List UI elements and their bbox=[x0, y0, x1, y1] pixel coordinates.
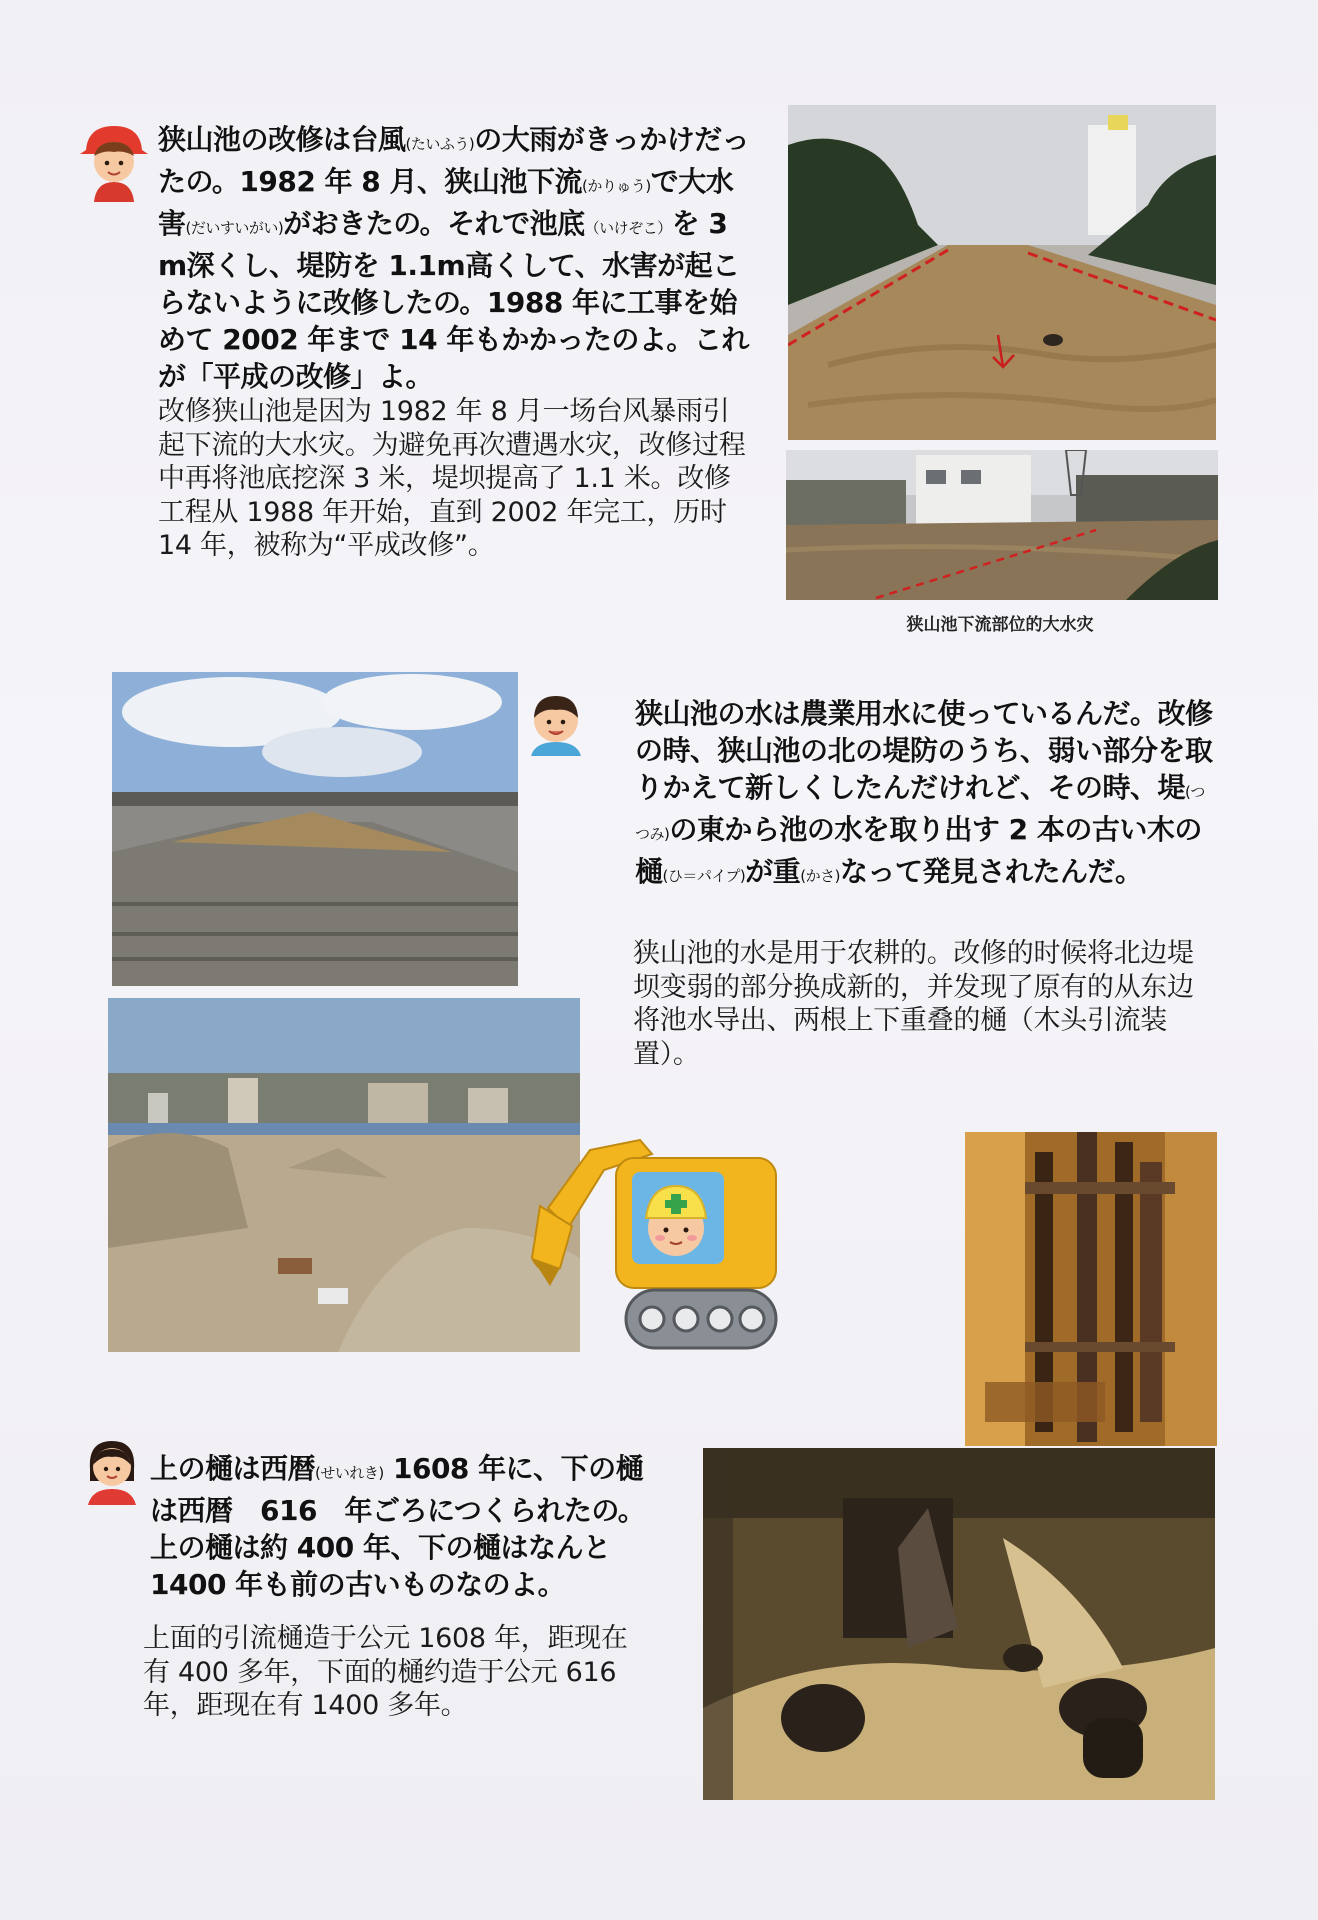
section3-japanese-text: 上の樋は西暦(せいれき) 1608 年に、下の樋は西暦 616 年ごろにつくられたの。上の樋は約 400 年、下の樋はなんと 1400 年も前の古いものなのよ。 bbox=[150, 1452, 646, 1601]
wooden-pipe-exhibit-photo bbox=[965, 1132, 1217, 1446]
flood-photo-river bbox=[788, 105, 1216, 440]
girl-avatar-icon bbox=[78, 120, 150, 202]
excavator-illustration-icon bbox=[520, 1128, 800, 1356]
construction-site-photo bbox=[108, 998, 580, 1352]
woman-avatar-icon bbox=[82, 1435, 142, 1505]
section2-japanese-text: 狭山池の水は農業用水に使っているんだ。改修の時、狭山池の北の堤防のうち、弱い部分を取りかえて新しくしたんだけれど、その時、堤(つつみ)の東から池の水を取り出す 2 本の古い木の樋(ひ＝パイプ)が重(かさ)なって発見されたんだ。 bbox=[635, 697, 1213, 888]
ancient-pipe-remains-photo bbox=[703, 1448, 1215, 1800]
section1-japanese-text: 狭山池の改修は台風(たいふう)の大雨がきっかけだったの。1982 年 8 月、狭山池下流(かりゅう)で大水害(だいすいがい)がおきたの。それで池底（いけぞこ）を 3 m深くし、堤防を 1.1m高くして、水害が起こらないように改修したの。1988 年に工事を始めて 2002 年まで 14 年もかかったのよ。これが「平成の改修」よ。 bbox=[158, 123, 750, 393]
section1-chinese-text: 改修狭山池是因为 1982 年 8 月一场台风暴雨引起下流的大水灾。为避免再次遭遇水灾，改修过程中再将池底挖深 3 米，堤坝提高了 1.1 米。改修工程从 1988 年开始，直到 2002 年完工，历时 14 年，被称为“平成改修”。 bbox=[158, 396, 746, 561]
section2-chinese-text: 狭山池的水是用于农耕的。改修的时候将北边堤坝变弱的部分换成新的，并发现了原有的从东边将池水导出、两根上下重叠的樋（木头引流装置）。 bbox=[633, 938, 1194, 1070]
boy-avatar-icon bbox=[525, 690, 587, 756]
section3-chinese-text: 上面的引流樋造于公元 1608 年，距现在有 400 多年，下面的樋约造于公元 616 年，距现在有 1400 多年。 bbox=[143, 1623, 628, 1721]
flood-photo-caption: 狭山池下流部位的大水灾 bbox=[906, 615, 1094, 635]
embankment-photo bbox=[112, 672, 518, 986]
flood-photo-building bbox=[786, 450, 1218, 600]
